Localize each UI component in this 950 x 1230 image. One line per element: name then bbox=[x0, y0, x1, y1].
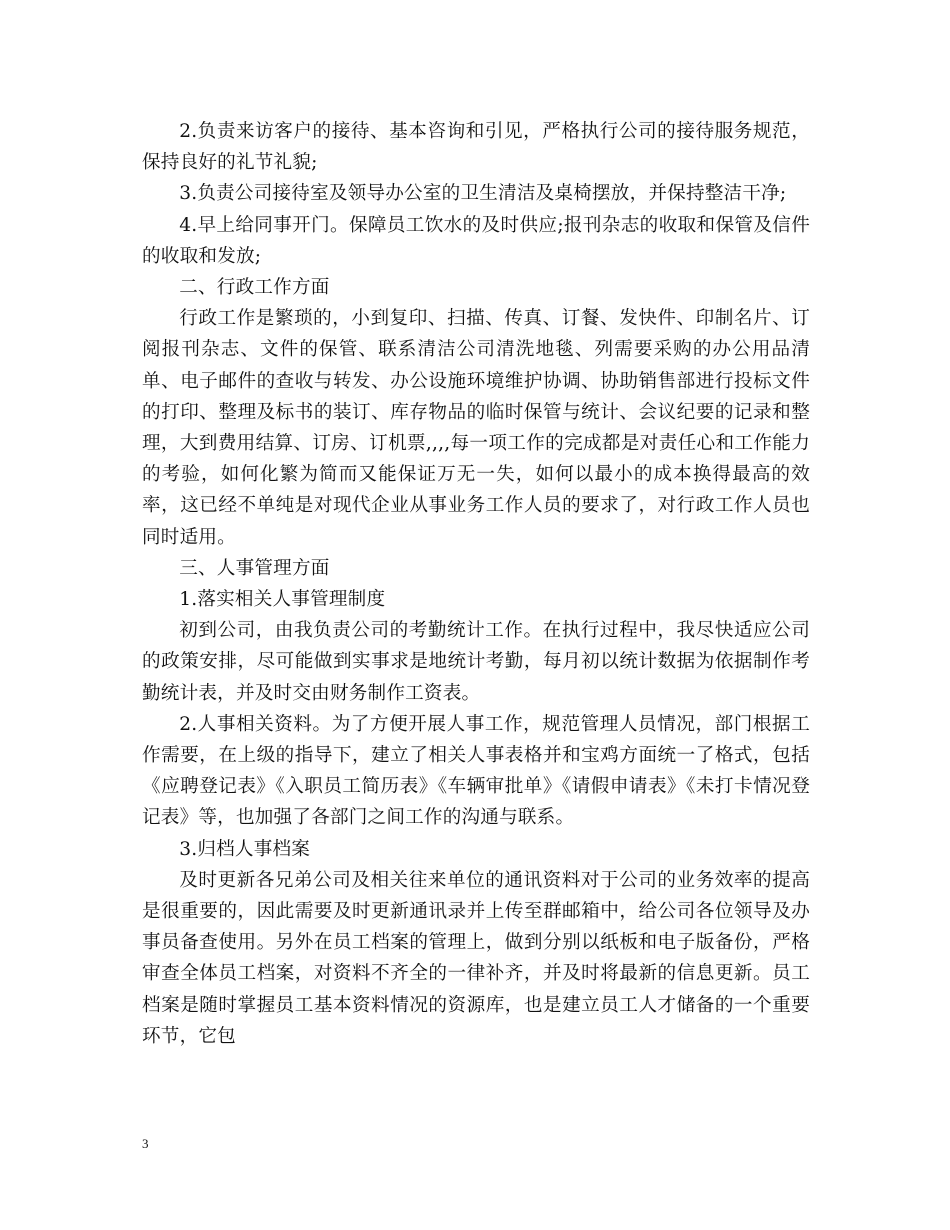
subheading-hr-1: 1.落实相关人事管理制度 bbox=[179, 589, 386, 611]
paragraph-admin-work: 行政工作是繁琐的，小到复印、扫描、传真、订餐、发快件、印制名片、订阅报刊杂志、文件的保管、联系清洁公司清洗地毯、列需要采购的办公用品清单、电子邮件的查收与转发、办公设施环境维护协调、协助销售部进行投标文件的打印、整理及标书的装订、库存物品的临时保管与统计、会议纪要的记录和整理，大到费用结算、订房、订机票,,,,每一项工作的完成都是对责任心和工作能力的考验，如何化繁为简而又能保证万无一失，如何以最小的成本换得最高的效率，这已经不单纯是对现代企业从事业务工作人员的要求了，对行政工作人员也同时适用。 bbox=[142, 308, 810, 548]
paragraph-attendance: 初到公司，由我负责公司的考勤统计工作。在执行过程中，我尽快适应公司的政策安排，尽可能做到实事求是地统计考勤，每月初以统计数据为依据制作考勤统计表，并及时交由财务制作工资表。 bbox=[142, 620, 810, 704]
paragraph-item-4: 4.早上给同事开门。保障员工饮水的及时供应;报刊杂志的收取和保管及信件的收取和发放; bbox=[142, 214, 810, 267]
section-heading-admin: 二、行政工作方面 bbox=[179, 277, 330, 299]
paragraph-item-2: 2.负责来访客户的接待、基本咨询和引见，严格执行公司的接待服务规范，保持良好的礼节礼貌; bbox=[142, 121, 810, 174]
page-number: 3 bbox=[142, 1136, 149, 1151]
paragraph-item-3: 3.负责公司接待室及领导办公室的卫生清洁及桌椅摆放，并保持整洁干净; bbox=[179, 183, 787, 205]
subheading-hr-3: 3.归档人事档案 bbox=[179, 838, 311, 860]
paragraph-archives: 及时更新各兄弟公司及相关往来单位的通讯资料对于公司的业务效率的提高是很重要的，因此需要及时更新通讯录并上传至群邮箱中，给公司各位领导及办事员备查使用。另外在员工档案的管理上，做到分别以纸板和电子版备份，严格审查全体员工档案，对资料不齐全的一律补齐，并及时将最新的信息更新。员工档案是随时掌握员工基本资料情况的资源库，也是建立员工人才储备的一个重要环节，它包 bbox=[142, 869, 810, 1047]
paragraph-hr-materials: 2.人事相关资料。为了方便开展人事工作，规范管理人员情况，部门根据工作需要，在上级的指导下，建立了相关人事表格并和宝鸡方面统一了格式，包括《应聘登记表》《入职员工简历表》《车辆审批单》《请假申请表》《未打卡情况登记表》等，也加强了各部门之间工作的沟通与联系。 bbox=[142, 713, 810, 829]
document-body bbox=[142, 116, 810, 1052]
section-heading-hr: 三、人事管理方面 bbox=[179, 557, 330, 579]
